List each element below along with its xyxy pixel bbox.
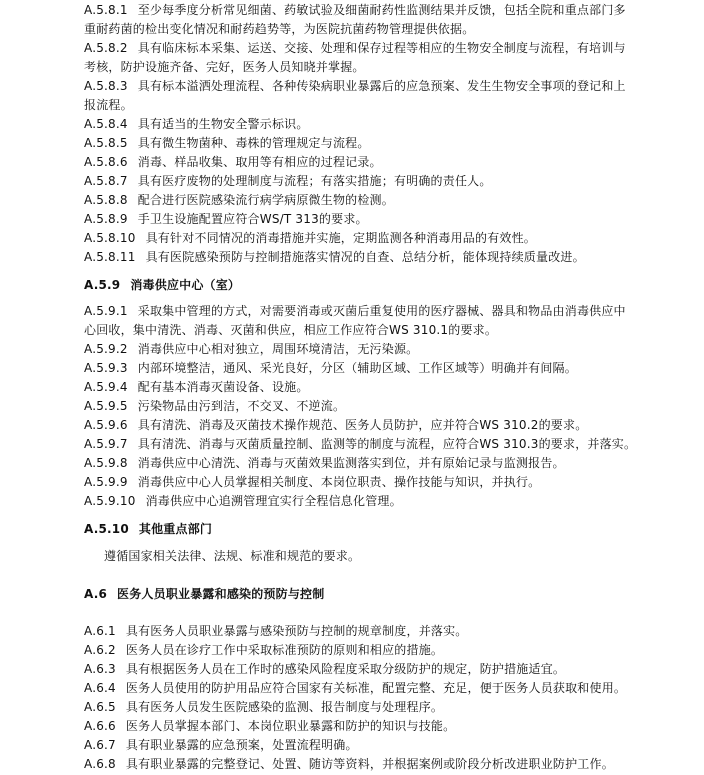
item-a66: A.6.6 医务人员掌握本部门、本岗位职业暴露和防护的知识与技能。 [84, 719, 456, 733]
item-a583: A.5.8.3 具有标本溢洒处理流程、各种传染病职业暴露后的应急预案、发生生物安全事项的登记和上 [84, 79, 626, 93]
item-a588: A.5.8.8 配合进行医院感染流行病学病原微生物的检测。 [84, 193, 394, 207]
item-a599: A.5.9.9 消毒供应中心人员掌握相关制度、本岗位职责、操作技能与知识，并执行。 [84, 475, 541, 489]
item-a591: A.5.9.1 采取集中管理的方式，对需要消毒或灭菌后重复使用的医疗器械、器具和物品由消毒供应中 [84, 304, 626, 318]
item-a61: A.6.1 具有医务人员职业暴露与感染预防与控制的规章制度，并落实。 [84, 624, 468, 638]
item-a593: A.5.9.3 内部环境整洁，通风、采光良好，分区（辅助区域、工作区域等）明确并有间隔。 [84, 361, 577, 375]
section-heading-a59: A.5.9 消毒供应中心（室） [84, 278, 241, 292]
item-a584: A.5.8.4 具有适当的生物安全警示标识。 [84, 117, 309, 131]
section-a510-body: 遵循国家相关法律、法规、标准和规范的要求。 [104, 549, 361, 563]
item-a5811: A.5.8.11 具有医院感染预防与控制措施落实情况的自查、总结分析，能体现持续质量改进。 [84, 250, 585, 264]
item-a581-cont: 重耐药菌的检出变化情况和耐药趋势等，为医院抗菌药物管理提供依据。 [84, 22, 475, 36]
item-a594: A.5.9.4 配有基本消毒灭菌设备、设施。 [84, 380, 309, 394]
item-a67: A.6.7 具有职业暴露的应急预案，处置流程明确。 [84, 738, 358, 752]
item-a5910: A.5.9.10 消毒供应中心追溯管理宜实行全程信息化管理。 [84, 494, 402, 508]
item-a598: A.5.9.8 消毒供应中心清洗、消毒与灭菌效果监测落实到位，并有原始记录与监测报告。 [84, 456, 565, 470]
item-a62: A.6.2 医务人员在诊疗工作中采取标准预防的原则和相应的措施。 [84, 643, 444, 657]
item-a587: A.5.8.7 具有医疗废物的处理制度与流程；有落实措施；有明确的责任人。 [84, 174, 492, 188]
item-a589: A.5.8.9 手卫生设施配置应符合WS/T 313的要求。 [84, 212, 368, 226]
item-a595: A.5.9.5 污染物品由污到洁，不交叉、不逆流。 [84, 399, 346, 413]
item-a585: A.5.8.5 具有微生物菌种、毒株的管理规定与流程。 [84, 136, 370, 150]
item-a591-cont: 心回收，集中清洗、消毒、灭菌和供应，相应工作应符合WS 310.1的要求。 [84, 323, 498, 337]
item-a596: A.5.9.6 具有清洗、消毒及灭菌技术操作规范、医务人员防护，应并符合WS 310.2的要求。 [84, 418, 588, 432]
item-a582: A.5.8.2 具有临床标本采集、运送、交接、处理和保存过程等相应的生物安全制度与流程，有培训与 [84, 41, 626, 55]
item-a586: A.5.8.6 消毒、样品收集、取用等有相应的过程记录。 [84, 155, 382, 169]
section-heading-a510: A.5.10 其他重点部门 [84, 522, 213, 536]
item-a581: A.5.8.1 至少每季度分析常见细菌、药敏试验及细菌耐药性监测结果并反馈，包括全院和重点部门多 [84, 3, 626, 17]
item-a65: A.6.5 具有医务人员发生医院感染的监测、报告制度与处理程序。 [84, 700, 444, 714]
item-a64: A.6.4 医务人员使用的防护用品应符合国家有关标准，配置完整、充足，便于医务人员获取和使用。 [84, 681, 627, 695]
item-a68: A.6.8 具有职业暴露的完整登记、处置、随访等资料，并根据案例或阶段分析改进职业防护工作。 [84, 757, 614, 771]
item-a5810: A.5.8.10 具有针对不同情况的消毒措施并实施，定期监测各种消毒用品的有效性。 [84, 231, 536, 245]
item-a63: A.6.3 具有根据医务人员在工作时的感染风险程度采取分级防护的规定，防护措施适宜。 [84, 662, 566, 676]
section-heading-a6: A.6 医务人员职业暴露和感染的预防与控制 [84, 587, 325, 601]
item-a583-cont: 报流程。 [84, 98, 133, 112]
item-a597: A.5.9.7 具有清洗、消毒与灭菌质量控制、监测等的制度与流程，应符合WS 310.3的要求，并落实。 [84, 437, 637, 451]
item-a592: A.5.9.2 消毒供应中心相对独立，周围环境清洁，无污染源。 [84, 342, 419, 356]
item-a582-cont: 考核，防护设施齐备、完好，医务人员知晓并掌握。 [84, 60, 365, 74]
